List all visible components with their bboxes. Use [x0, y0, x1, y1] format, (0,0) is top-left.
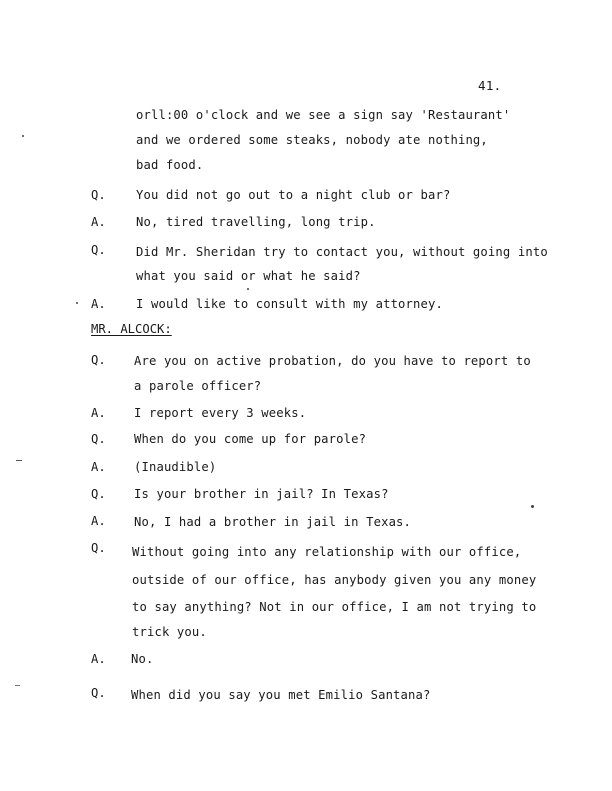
scan-mark: [16, 460, 22, 461]
question-label: Q.: [91, 353, 106, 367]
transcript-line: Without going into any relationship with our office,: [132, 545, 522, 559]
question-label: Q.: [91, 541, 106, 555]
transcript-line: No, tired travelling, long trip.: [136, 215, 376, 229]
transcript-line: When did you say you met Emilio Santana?: [131, 688, 431, 702]
transcript-line: No, I had a brother in jail in Texas.: [134, 515, 412, 529]
question-label: Q.: [91, 432, 106, 446]
transcript-line: bad food.: [136, 158, 204, 172]
transcript-line: No.: [131, 652, 154, 666]
transcript-line: When do you come up for parole?: [134, 432, 367, 446]
question-label: Q.: [91, 487, 106, 501]
scan-speck: [76, 302, 78, 304]
answer-label: A.: [91, 460, 106, 474]
transcript-line: You did not go out to a night club or bar?: [136, 188, 451, 202]
scan-mark: [15, 685, 20, 686]
question-label: Q.: [91, 243, 106, 257]
answer-label: A.: [91, 652, 106, 666]
question-label: Q.: [91, 686, 106, 700]
transcript-line: (Inaudible): [134, 460, 217, 474]
transcript-line: Did Mr. Sheridan try to contact you, without going into: [136, 245, 548, 259]
transcript-line: outside of our office, has anybody given you any money: [132, 573, 537, 587]
transcript-line: a parole officer?: [134, 379, 262, 393]
transcript-line: Are you on active probation, do you have to report to: [134, 354, 531, 368]
transcript-line: trick you.: [132, 625, 207, 639]
transcript-line: orll:00 o'clock and we see a sign say 'Restaurant': [136, 108, 511, 122]
answer-label: A.: [91, 297, 106, 311]
scan-speck: [531, 505, 534, 508]
page-number: 41.: [478, 78, 502, 93]
speaker-heading: MR. ALCOCK:: [91, 322, 172, 336]
answer-label: A.: [91, 215, 106, 229]
transcript-line: to say anything? Not in our office, I am not trying to: [132, 600, 537, 614]
answer-label: A.: [91, 406, 106, 420]
transcript-line: what you said or what he said?: [136, 269, 361, 283]
transcript-line: I would like to consult with my attorney.: [136, 297, 443, 311]
question-label: Q.: [91, 188, 106, 202]
transcript-line: and we ordered some steaks, nobody ate nothing,: [136, 133, 488, 147]
answer-label: A.: [91, 514, 106, 528]
scan-speck: [22, 135, 24, 137]
transcript-line: Is your brother in jail? In Texas?: [134, 487, 389, 501]
scan-speck: [247, 288, 249, 290]
transcript-line: I report every 3 weeks.: [134, 406, 307, 420]
